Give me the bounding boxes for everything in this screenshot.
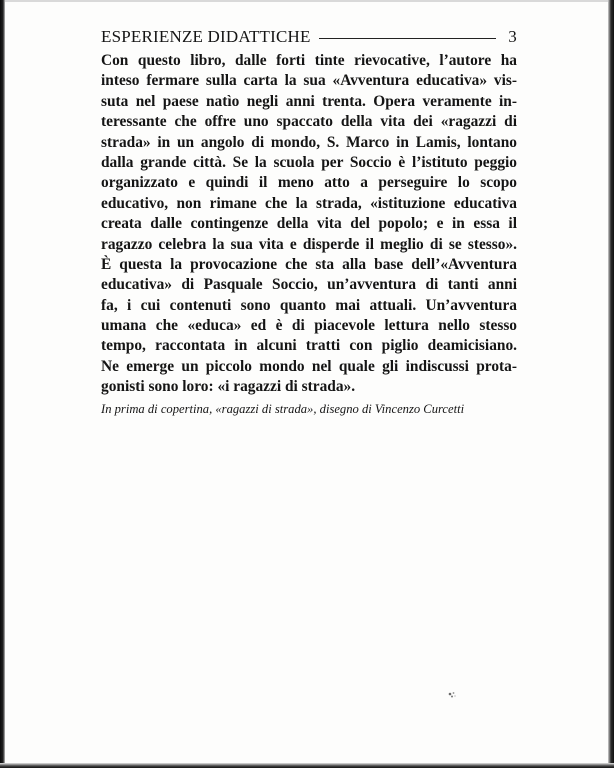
text-line: organizzato e quindi il meno atto a perseguire lo scopo — [101, 174, 517, 192]
text-line: creata dalle contingenze della vita del popolo; e in essa il — [101, 215, 517, 233]
scan-edge-bottom — [0, 763, 614, 768]
body-paragraph — [101, 51, 517, 398]
header-rule — [319, 38, 497, 39]
text-line: suta nel paese natìo negli anni trenta. Opera veramente in- — [101, 92, 517, 110]
running-header — [101, 26, 517, 48]
ink-speck-icon — [446, 690, 458, 700]
header-title: ESPERIENZE DIDATTICHE — [101, 27, 311, 46]
text-line: umana che «educa» ed è di piacevole lettura nello stesso — [101, 317, 517, 335]
text-line: strada» in un angolo di mondo, S. Marco in Lamis, lontano — [101, 133, 517, 151]
text-line: fa, i cui contenuti sono quanto mai attuali. Un’avventura — [101, 296, 517, 314]
text-line: ragazzo celebra la sua vita e disperde il meglio di se stesso». — [101, 235, 517, 253]
text-line: Con questo libro, dalle forti tinte rievocative, l’autore ha — [101, 52, 517, 69]
text-line: gonisti sono loro: «i ragazzi di strada». — [101, 378, 356, 396]
text-line: inteso fermare sulla carta la sua «Avventura educativa» vis- — [101, 72, 517, 90]
text-line: dalla grande città. Se la scuola per Soccio è l’istituto peggio — [101, 153, 517, 171]
text-line: educativo, non rimane che la strada, «istituzione educativa — [101, 194, 517, 212]
page-number: 3 — [508, 27, 517, 46]
scan-edge-top — [0, 0, 614, 2]
text-line: È questa la provocazione che sta alla base dell’«Avventura — [101, 255, 517, 273]
cover-caption: In prima di copertina, «ragazzi di strada», disegno di Vincenzo Curcetti — [101, 402, 465, 416]
text-line: teressante che offre uno spaccato della vita dei «ragazzi di — [101, 113, 517, 131]
text-line: Ne emerge un piccolo mondo nel quale gli indiscussi prota- — [101, 357, 517, 375]
text-line: educativa» di Pasquale Soccio, un’avventura di tanti anni — [101, 276, 517, 294]
text-line: tempo, raccontata in alcuni tratti con piglio deamicisiano. — [101, 337, 517, 355]
scan-edge-right — [608, 0, 614, 768]
scan-edge-left — [0, 0, 5, 768]
